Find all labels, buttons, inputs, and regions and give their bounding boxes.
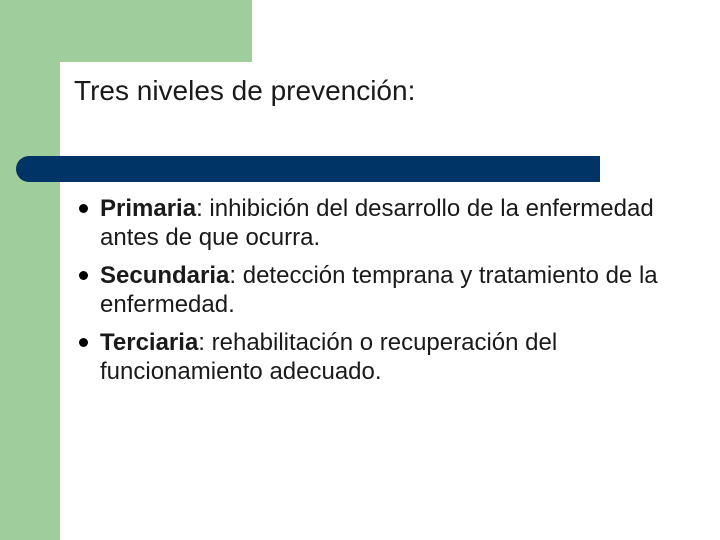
decorative-green-strip	[0, 0, 60, 540]
bullet-list	[74, 194, 674, 395]
term-description: : rehabilitación o recuperación del funcionamiento adecuado.	[100, 329, 558, 385]
list-item-primaria	[74, 194, 674, 252]
term-description: : detección temprana y tratamiento de la enfermedad.	[100, 262, 658, 318]
bullet-icon	[79, 204, 88, 213]
term-label: Primaria	[100, 195, 197, 222]
bullet-icon	[79, 271, 88, 280]
slide-title: Tres niveles de prevención:	[74, 75, 416, 106]
title-divider-bar	[16, 156, 600, 182]
term-description: : inhibición del desarrollo de la enfermedad antes de que ocurra.	[100, 195, 654, 251]
list-item-secundaria	[74, 261, 674, 319]
bullet-icon	[79, 338, 88, 347]
list-item-terciaria	[74, 328, 674, 386]
term-label: Secundaria	[100, 262, 230, 289]
term-label: Terciaria	[100, 329, 199, 356]
